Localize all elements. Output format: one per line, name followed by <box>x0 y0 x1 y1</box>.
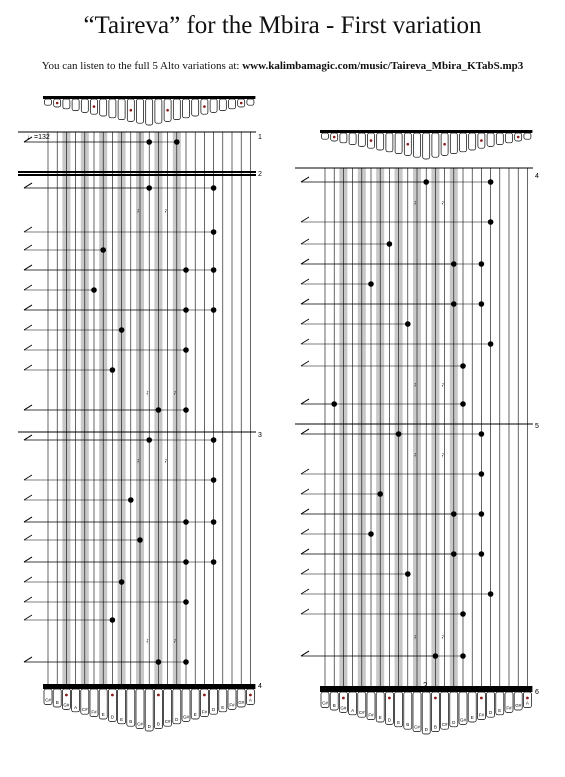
note-head <box>211 559 217 565</box>
note-head <box>211 437 217 443</box>
rest-mark: 𝄿 <box>137 208 140 215</box>
note-head <box>211 185 217 191</box>
tablature-right <box>295 128 545 752</box>
note-head <box>211 229 217 235</box>
rest-mark: 𝄿 <box>146 638 149 645</box>
tine-key <box>72 99 79 111</box>
note-flag <box>24 597 32 602</box>
tine-lines <box>48 132 250 684</box>
tine-key <box>247 99 254 105</box>
note-flag <box>24 577 32 582</box>
tine-note-label: B <box>433 724 437 730</box>
rest-mark: 𝄿 <box>441 634 444 641</box>
tine-note-label: A <box>248 697 252 703</box>
tine-key <box>349 133 356 145</box>
tine-key-marker <box>342 697 345 700</box>
tine-note-label: C# <box>414 724 420 730</box>
note-head <box>211 307 217 313</box>
tine-note-label: G# <box>238 700 245 705</box>
tine-note-label: F# <box>368 712 374 718</box>
subtitle-link[interactable]: www.kalimbamagic.com/music/Taireva_Mbira_KTabS.mp3 <box>242 60 524 72</box>
tine-note-label: D <box>424 727 428 732</box>
tine-note-label: B <box>55 700 59 705</box>
note-head <box>211 519 217 525</box>
rest-mark: 𝄿 <box>441 200 444 207</box>
tine-key <box>340 133 347 143</box>
note-head <box>488 179 494 185</box>
note-flag <box>301 399 309 404</box>
note-head <box>137 537 143 543</box>
note-flag <box>24 495 32 500</box>
note-head <box>119 579 125 585</box>
tine-note-label: F# <box>201 709 208 715</box>
measure-number-1: 1 <box>258 134 262 141</box>
note-head <box>91 287 97 293</box>
tine-note-label: F# <box>506 705 512 711</box>
note-head <box>100 247 106 253</box>
bottom-keyboard <box>43 684 255 731</box>
tine-key-marker <box>333 136 336 139</box>
tine-note-label: F# <box>91 709 97 715</box>
rest-mark: 𝄿 <box>146 390 149 397</box>
tine-note-label: B <box>129 719 133 725</box>
tine-key <box>469 133 476 150</box>
tine-key-marker <box>249 694 252 697</box>
top-keyboard <box>43 96 255 125</box>
note-flag <box>24 365 32 370</box>
note-flag <box>301 609 309 614</box>
tine-key <box>173 99 180 120</box>
note-flag <box>301 589 309 594</box>
tine-key-marker <box>56 102 59 105</box>
note-flag <box>301 177 309 182</box>
note-flag <box>301 489 309 494</box>
note-head <box>479 431 485 437</box>
tine-note-label: D <box>211 707 216 713</box>
tine-key <box>109 99 116 118</box>
note-flag <box>24 517 32 522</box>
tine-note-label: A <box>74 704 78 710</box>
note-flag <box>24 285 32 290</box>
rest-mark: 𝄿 <box>414 452 417 459</box>
note-head <box>488 341 494 347</box>
tine-key <box>45 99 52 105</box>
tine-note-label: C# <box>137 721 143 727</box>
note-head <box>183 407 189 413</box>
tine-note-label: G# <box>63 702 70 708</box>
note-flag <box>301 569 309 574</box>
tine-key <box>322 133 329 139</box>
tine-key <box>219 99 226 111</box>
tine-key-marker <box>157 694 160 697</box>
note-head <box>488 219 494 225</box>
note-flag <box>301 361 309 366</box>
note-flag <box>301 339 309 344</box>
note-head <box>405 571 411 577</box>
tempo-marker: ♩=132 <box>27 134 50 141</box>
note-head <box>479 551 485 557</box>
page-title: “Taireva” for the Mbira - First variation <box>83 12 482 39</box>
tine-key <box>155 99 162 123</box>
keyboard-bar <box>320 130 532 133</box>
rest-mark: 𝄿 <box>164 458 167 465</box>
rest-mark: 𝄿 <box>173 390 176 397</box>
note-flag <box>24 657 32 662</box>
note-head <box>479 261 485 267</box>
tine-note-label: B <box>156 721 160 727</box>
tine-key <box>524 133 531 139</box>
note-head <box>128 497 134 503</box>
note-flag <box>301 651 309 656</box>
measure-number-4: 4 <box>535 173 539 180</box>
measure-number-2: 2 <box>258 171 262 178</box>
note-flag <box>24 435 32 440</box>
rest-mark: 𝄿 <box>173 638 176 645</box>
tine-key <box>450 133 457 154</box>
tine-key <box>432 133 439 157</box>
rest-mark: 𝄿 <box>441 382 444 389</box>
page-subtitle <box>0 60 565 72</box>
tine-note-label: D <box>110 714 115 720</box>
tine-note-label: E <box>378 715 382 720</box>
keyboard-bar <box>43 684 255 689</box>
rest-mark: 𝄿 <box>164 208 167 215</box>
tine-note-label: D <box>488 710 493 716</box>
tine-note-label: E <box>498 707 502 713</box>
note-flag <box>301 259 309 264</box>
keyboard-bar <box>43 96 255 99</box>
tine-note-label: E <box>120 716 124 722</box>
tine-note-label: G# <box>182 714 190 720</box>
note-head <box>405 321 411 327</box>
tine-note-label: E <box>193 712 197 717</box>
measure-number-5: 5 <box>535 423 539 430</box>
note-flag <box>301 549 309 554</box>
tine-key-marker <box>203 694 206 697</box>
note-flag <box>301 319 309 324</box>
tine-note-label: C# <box>322 700 328 706</box>
note-flag <box>301 239 309 244</box>
tine-key <box>358 133 365 146</box>
tine-key-marker <box>480 139 483 142</box>
tine-key-marker <box>111 694 114 697</box>
note-flag <box>301 217 309 222</box>
tine-note-label: G# <box>459 717 467 723</box>
note-head <box>479 471 485 477</box>
tine-note-label: B <box>332 703 336 708</box>
tine-key <box>395 133 402 154</box>
measure-number-4: 4 <box>258 683 262 690</box>
tine-note-label: G# <box>515 703 522 708</box>
note-head <box>183 599 189 605</box>
note-flag <box>24 535 32 540</box>
tine-note-label: E <box>397 719 401 725</box>
tine-key <box>183 99 190 118</box>
bottom-keyboard <box>320 686 532 734</box>
tine-note-label: G# <box>340 705 347 711</box>
tine-note-label: C# <box>441 722 448 728</box>
tine-key-marker <box>370 139 373 142</box>
note-head <box>460 611 466 617</box>
measure-number-6: 6 <box>535 689 539 696</box>
triplet-mark: 2 <box>423 681 428 690</box>
tine-key-marker <box>203 105 206 108</box>
note-flag <box>24 615 32 620</box>
note-flag <box>24 345 32 350</box>
note-flag <box>24 227 32 232</box>
tine-key <box>137 99 144 123</box>
tine-note-label: F# <box>478 712 485 718</box>
note-flag <box>301 509 309 514</box>
tine-key <box>100 99 107 116</box>
tine-key <box>146 99 153 125</box>
note-flag <box>24 305 32 310</box>
note-head <box>211 477 217 483</box>
tine-key <box>506 133 513 143</box>
note-head <box>460 401 466 407</box>
measure-number-3: 3 <box>258 432 262 439</box>
tine-note-label: C# <box>81 707 88 713</box>
note-head <box>174 139 180 145</box>
note-flag <box>24 557 32 562</box>
tine-key <box>210 99 217 112</box>
rest-mark: 𝄿 <box>137 458 140 465</box>
tine-note-label: E <box>470 715 474 720</box>
tine-note-label: F# <box>229 702 235 708</box>
tine-key <box>496 133 503 145</box>
tine-key-marker <box>517 136 520 139</box>
tine-note-label: D <box>147 724 151 729</box>
tine-key <box>192 99 199 116</box>
note-head <box>460 653 466 659</box>
tine-key-marker <box>434 697 437 700</box>
tine-key <box>423 133 430 159</box>
note-head <box>460 363 466 369</box>
tine-note-label: A <box>351 707 355 713</box>
note-head <box>387 241 393 247</box>
note-flag <box>24 183 32 188</box>
note-head <box>479 301 485 307</box>
tine-key <box>63 99 70 109</box>
tine-note-label: A <box>525 700 529 706</box>
note-head <box>110 617 116 623</box>
tine-note-label: D <box>387 717 392 723</box>
tine-key-marker <box>407 143 410 146</box>
rest-mark: 𝄿 <box>414 200 417 207</box>
tine-key-marker <box>240 102 243 105</box>
note-flag <box>24 265 32 270</box>
note-flag <box>24 405 32 410</box>
tine-key-marker <box>130 109 133 112</box>
note-head <box>110 367 116 373</box>
tine-note-label: C# <box>45 697 51 703</box>
note-head <box>183 347 189 353</box>
tine-key <box>81 99 88 112</box>
note-head <box>368 531 374 537</box>
note-head <box>479 511 485 517</box>
note-flag <box>301 429 309 434</box>
note-head <box>488 591 494 597</box>
rest-mark: 𝄿 <box>414 634 417 641</box>
tine-lines <box>325 168 527 686</box>
tablature-left <box>18 92 268 752</box>
tine-key-marker <box>526 697 529 700</box>
note-flag <box>24 325 32 330</box>
tine-note-label: C# <box>164 719 171 725</box>
note-flag <box>301 529 309 534</box>
tine-key <box>386 133 393 152</box>
tine-key-marker <box>166 109 169 112</box>
note-flag <box>301 469 309 474</box>
note-head <box>211 267 217 273</box>
note-flag <box>24 475 32 480</box>
tine-note-label: D <box>452 719 456 725</box>
rest-mark: 𝄿 <box>441 452 444 459</box>
note-head <box>119 327 125 333</box>
tine-note-label: C# <box>358 710 365 716</box>
tine-key-marker <box>480 697 483 700</box>
subtitle-text: You can listen to the full 5 Alto variations at: <box>41 60 240 72</box>
tine-note-label: E <box>221 704 225 710</box>
tine-key <box>414 133 421 157</box>
top-keyboard <box>320 130 532 159</box>
tine-note-label: D <box>175 716 179 722</box>
tine-key-marker <box>443 143 446 146</box>
tine-note-label: E <box>101 712 105 717</box>
note-flag <box>301 279 309 284</box>
tine-key <box>118 99 125 120</box>
tine-key-marker <box>93 105 96 108</box>
tine-note-label: B <box>406 722 410 728</box>
note-head <box>183 659 189 665</box>
note-flag <box>24 245 32 250</box>
tine-key-marker <box>65 694 68 697</box>
tine-key <box>377 133 384 150</box>
note-head <box>377 491 383 497</box>
tine-key <box>487 133 494 146</box>
note-flag <box>301 299 309 304</box>
rest-mark: 𝄿 <box>414 382 417 389</box>
note-head <box>368 281 374 287</box>
tine-key-marker <box>388 697 391 700</box>
tine-key <box>229 99 236 109</box>
tine-key <box>460 133 467 152</box>
